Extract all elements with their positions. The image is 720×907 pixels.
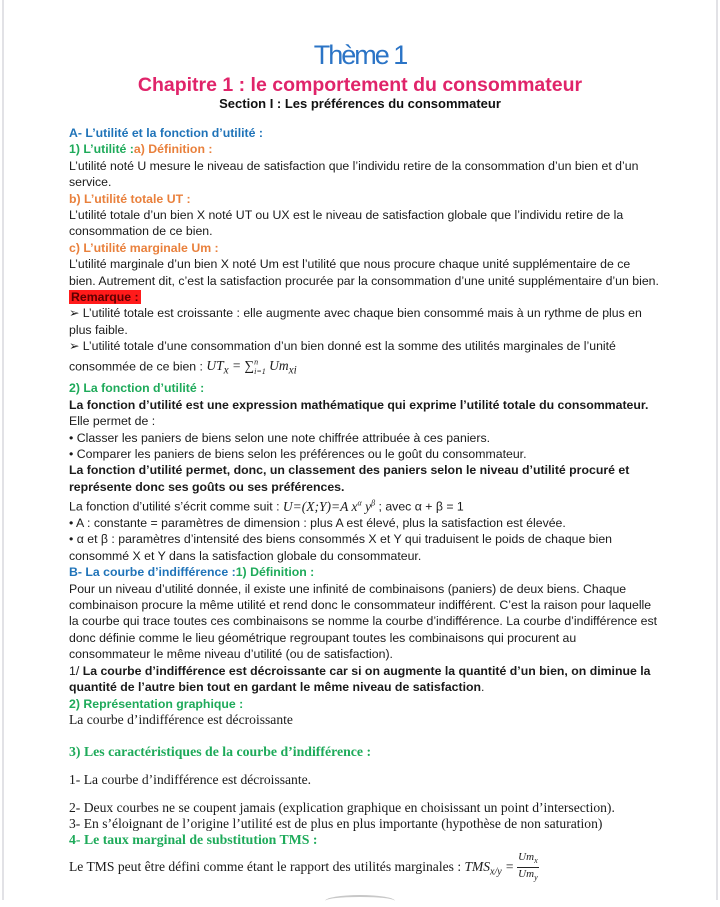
utilite-totale-heading: b) L’utilité totale UT : [69, 191, 191, 206]
page-curl-decoration [325, 895, 395, 907]
tms-fraction [517, 851, 538, 884]
remark-item-1: ➢ L’utilité totale est croissante : elle augmente avec chaque bien consommé mais à un rythme de plus en plus faible. [69, 306, 642, 337]
decroissante-bold: La courbe d’indifférence est décroissante car si on augmente la quantité d’un bien, on diminue la quantité de l’autre bien tout en gardant le même niveau de satisfaction [69, 663, 651, 695]
utilite-definition: L’utilité noté U mesure le niveau de satisfaction que l’individu retire de la consommation d’un bien et d’un service. [69, 158, 639, 190]
fonction-heading: 2) La fonction d’utilité : [69, 381, 205, 396]
remark-item-2-text: ➢ L’utilité totale d’une consommation d’un bien donné est la somme des utilités marginales de l’unité consommée de ce bien : [69, 339, 616, 374]
remark-row [69, 289, 659, 305]
utilite-heading-label: 1) L’utilité : [69, 142, 134, 157]
caracteristique-3: 3- En s’éloignant de l’origine l’utilité est de plus en plus importante (hypothèse de non saturation) [69, 816, 603, 832]
fonction-definition: La fonction d’utilité est une expression mathématique qui exprime l’utilité totale du consommateur. [69, 397, 649, 412]
formula-y: y [361, 498, 372, 514]
theme-title: Thème 1 [313, 40, 407, 70]
list-item: • A : constante = paramètres de dimension : plus A est élevé, plus la satisfaction est élevée. [69, 516, 566, 531]
utilite-totale-text: L’utilité totale d’un bien X noté UT ou UX est le niveau de satisfaction globale que l’individu retire de la consommation de ce bien. [69, 208, 624, 239]
representation-heading: 2) Représentation graphique : [69, 696, 244, 711]
formula-intro: La fonction d’utilité s’écrit comme suit : [69, 499, 283, 514]
decroissante-end: . [481, 680, 485, 695]
part-b-definition-label: 1) Définition : [235, 565, 315, 580]
utility-formula [283, 499, 375, 514]
utilite-heading [69, 141, 659, 157]
part-b-heading-label: B- La courbe d’indifférence : [69, 565, 236, 580]
caracteristique-1: 1- La courbe d’indifférence est décroissante. [69, 772, 312, 788]
utilite-marginale-heading: c) L’utilité marginale Um : [69, 240, 219, 255]
list-item: • Comparer les paniers de biens selon les préférences ou le goût du consommateur. [69, 446, 527, 461]
caracteristiques-heading: 3) Les caractéristiques de la courbe d’indifférence : [69, 743, 372, 759]
formula-alpha: α [357, 498, 362, 508]
fonction-summary: La fonction d’utilité permet, donc, un classement des paniers selon le niveau d’utilité procuré et représente donc ses goûts ou ses préférences. [69, 463, 630, 494]
formula-line [69, 495, 659, 515]
representation-text: La courbe d’indifférence est décroissante [69, 711, 293, 727]
caracteristique-2: 2- Deux courbes ne se coupent jamais (explication graphique en choisissant un point d’intersection). [69, 800, 615, 816]
tms-denominator: $Um_y$ [518, 867, 538, 883]
courbe-definition: Pour un niveau d’utilité donnée, il existe une infinité de combinaisons (paniers) de deux biens. Chaque combinaison procure la même utilité et rend donc le consommateur indifférent. C’est la raison pour laquelle la courbe qui trace toutes ces combinaisons se nomme la courbe d’indifférence. La courbe d’indifférence est donc définie comme le lieu géométrique regroupant toutes les combinaisons qui procurent au consommateur le même niveau d’utilité (ou de satisfaction). [69, 581, 658, 662]
section-title: Section I : Les préférences du consommateur [219, 96, 501, 111]
part-b-heading [69, 564, 659, 580]
chapter-title: Chapitre 1 : le comportement du consommateur [137, 74, 583, 96]
tms-text-label: Le TMS peut être défini comme étant le rapport des utilités marginales : [69, 858, 465, 874]
remark-label: Remarque : [71, 290, 139, 305]
tms-text [69, 851, 659, 884]
decroissante-prefix: 1/ [69, 663, 83, 678]
formula-main: U=(X;Y)=A x [282, 498, 358, 514]
remark-item-2 [69, 338, 659, 380]
decroissante-statement [69, 663, 659, 696]
list-item: • Classer les paniers de biens selon une note chiffrée attribuée à ces paniers. [69, 430, 491, 445]
part-a-heading: A- L’utilité et la fonction d’utilité : [69, 126, 264, 140]
tms-numerator: $Um_x$ [517, 851, 538, 868]
definition-heading-label: a) Définition : [133, 142, 213, 157]
tms-heading: 4- Le taux marginal de substitution TMS : [69, 832, 318, 848]
formula-beta: β [371, 498, 376, 508]
document-body [69, 125, 659, 884]
tms-lhs: $TMS_{x/y}$ = [464, 858, 515, 878]
utilite-marginale-text: L’utilité marginale d’un bien X noté Um est l’utilité que nous procure chaque unité supplémentaire de ce bien. Autrement dit, c’est la satisfaction procurée par la consommation d’une unité supplémentaire d’un bien. [69, 257, 659, 288]
sum-formula: $UT_x = \sum^n_{i=1}$ $Um_{xi}$ [206, 357, 297, 377]
elle-permet: Elle permet de : [69, 414, 156, 429]
formula-condition: ; avec α + β = 1 [375, 499, 464, 514]
list-item: • α et β : paramètres d’intensité des biens consommés X et Y qui traduisent le poids de chaque bien consommé X et Y dans la satisfaction globale du consommateur. [69, 532, 613, 563]
